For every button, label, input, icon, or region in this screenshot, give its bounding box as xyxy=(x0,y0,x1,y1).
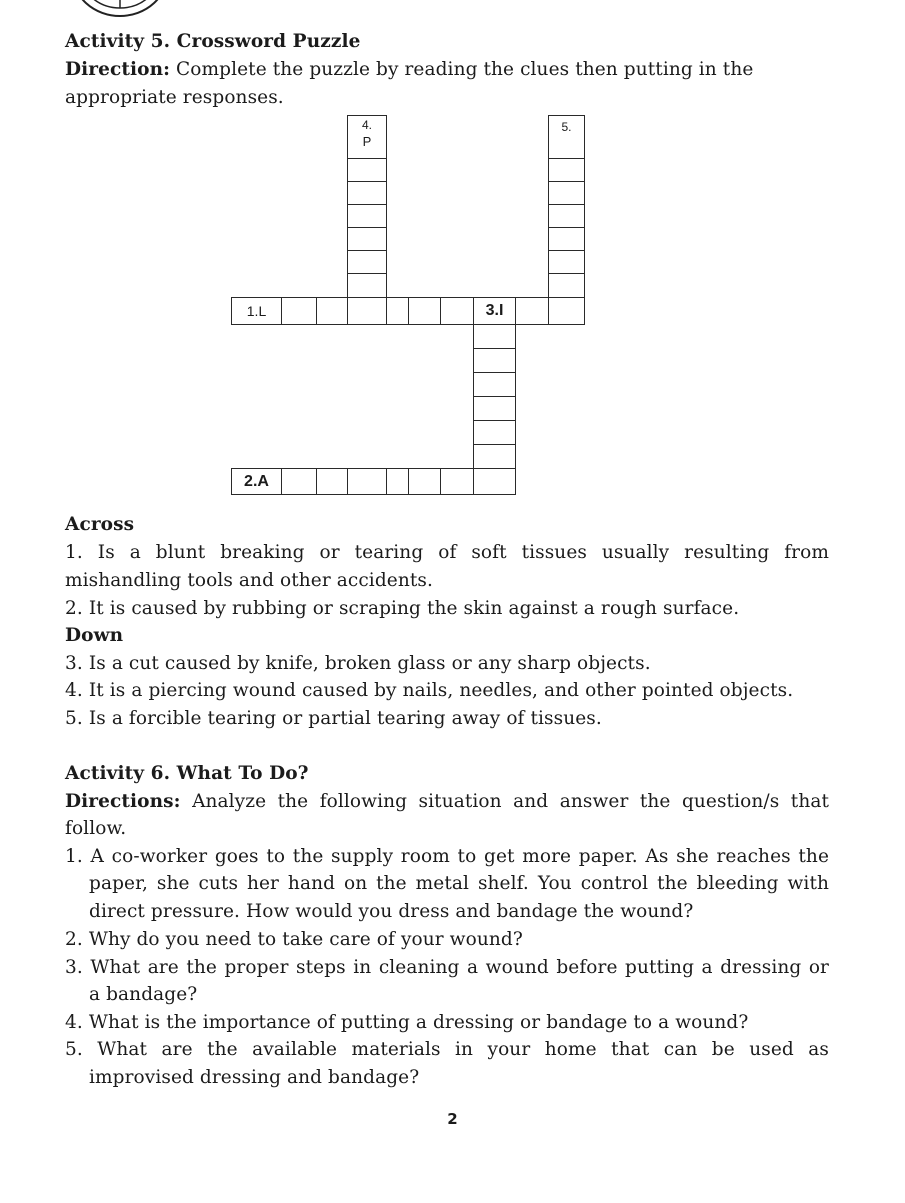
crossword-cell-1-6[interactable] xyxy=(408,297,441,325)
down-clue-5: 5. Is a forcible tearing or partial tearing away of tissues. xyxy=(65,708,602,729)
crossword-cell-4-2[interactable] xyxy=(347,158,387,182)
crossword-cell-3-7[interactable] xyxy=(473,444,516,469)
crossword-cell-1-9[interactable] xyxy=(515,297,549,325)
crossword-cell-2-5[interactable] xyxy=(386,468,409,495)
crossword-cell-2-1[interactable] xyxy=(231,468,282,495)
down-heading: Down xyxy=(65,625,124,646)
directions-label: Directions: xyxy=(65,791,181,812)
crossword-cell-2-8[interactable] xyxy=(473,468,516,495)
question-5-cont: improvised dressing and bandage? xyxy=(89,1067,420,1088)
crossword-cell-3-4[interactable] xyxy=(473,372,516,397)
page-number: 2 xyxy=(447,1110,458,1128)
crossword-cell-2-4[interactable] xyxy=(347,468,387,495)
direction-text-1: Complete the puzzle by reading the clues then putting in the xyxy=(176,59,754,80)
activity5-title: Activity 5. Crossword Puzzle xyxy=(65,31,361,52)
crossword-cell-1-7[interactable] xyxy=(440,297,474,325)
crossword-cell-5-6[interactable] xyxy=(548,250,585,274)
school-logo-icon xyxy=(65,0,175,22)
activity6-directions xyxy=(65,791,829,812)
clue2-label: 2.A xyxy=(244,473,269,490)
crossword-cell-2-6[interactable] xyxy=(408,468,441,495)
clue1-label: 1.L xyxy=(246,303,267,319)
crossword-cell-1-3[interactable] xyxy=(316,297,348,325)
across-clue-1: 1. Is a blunt breaking or tearing of soft tissues usually resulting from xyxy=(65,542,829,563)
question-5: 5. What are the available materials in your home that can be used as xyxy=(65,1039,829,1060)
crossword-cell-4-3[interactable] xyxy=(347,181,387,205)
clue4-number: 4. xyxy=(361,118,372,132)
crossword-cell-1-10[interactable] xyxy=(548,297,585,325)
crossword-cell-4-6[interactable] xyxy=(347,250,387,274)
across-clue-2: 2. It is caused by rubbing or scraping the skin against a rough surface. xyxy=(65,598,740,619)
crossword-cell-5-3[interactable] xyxy=(548,181,585,205)
crossword-cell-4-4[interactable] xyxy=(347,204,387,228)
crossword-cell-1-8[interactable] xyxy=(473,297,516,325)
question-4: 4. What is the importance of putting a dressing or bandage to a wound? xyxy=(65,1012,749,1033)
crossword-cell-3-2[interactable] xyxy=(473,324,516,349)
crossword-cell-2-3[interactable] xyxy=(316,468,348,495)
crossword-cell-5-1[interactable] xyxy=(548,115,585,159)
crossword-cell-2-2[interactable] xyxy=(281,468,317,495)
crossword-cell-4-1[interactable] xyxy=(347,115,387,159)
across-clue-1-cont: mishandling tools and other accidents. xyxy=(65,570,433,591)
direction-label: Direction: xyxy=(65,59,171,80)
question-1-cont-1: paper, she cuts her hand on the metal shelf. You control the bleeding with xyxy=(89,873,829,894)
directions-text-2: follow. xyxy=(65,818,127,839)
question-2: 2. Why do you need to take care of your wound? xyxy=(65,929,523,950)
crossword-cell-3-5[interactable] xyxy=(473,396,516,421)
activity6-title: Activity 6. What To Do? xyxy=(65,763,309,784)
question-3: 3. What are the proper steps in cleaning a wound before putting a dressing or xyxy=(65,957,829,978)
clue5-number: 5. xyxy=(561,120,572,134)
crossword-cell-4-5[interactable] xyxy=(347,227,387,251)
crossword-cell-5-5[interactable] xyxy=(548,227,585,251)
down-clue-4: 4. It is a piercing wound caused by nails, needles, and other pointed objects. xyxy=(65,680,794,701)
clue4-letter: P xyxy=(362,134,372,149)
across-heading: Across xyxy=(65,514,135,535)
crossword-cell-5-2[interactable] xyxy=(548,158,585,182)
crossword-cell-1-1[interactable] xyxy=(231,297,282,325)
crossword-cell-5-7[interactable] xyxy=(548,273,585,298)
question-3-cont: a bandage? xyxy=(89,984,198,1005)
clue3-label: 3.I xyxy=(485,302,504,319)
directions-text-1: Analyze the following situation and answer the question/s that xyxy=(192,791,829,812)
question-1: 1. A co-worker goes to the supply room to get more paper. As she reaches the xyxy=(65,846,829,867)
question-1-cont-2: direct pressure. How would you dress and bandage the wound? xyxy=(89,901,694,922)
activity5-direction xyxy=(65,59,753,80)
crossword-cell-5-4[interactable] xyxy=(548,204,585,228)
crossword-cell-1-4[interactable] xyxy=(347,297,387,325)
crossword-cell-1-2[interactable] xyxy=(281,297,317,325)
crossword-cell-3-6[interactable] xyxy=(473,420,516,445)
direction-text-2: appropriate responses. xyxy=(65,87,284,108)
crossword-cell-4-7[interactable] xyxy=(347,273,387,298)
crossword-cell-3-3[interactable] xyxy=(473,348,516,373)
down-clue-3: 3. Is a cut caused by knife, broken glass or any sharp objects. xyxy=(65,653,651,674)
crossword-cell-1-5[interactable] xyxy=(386,297,409,325)
crossword-cell-2-7[interactable] xyxy=(440,468,474,495)
